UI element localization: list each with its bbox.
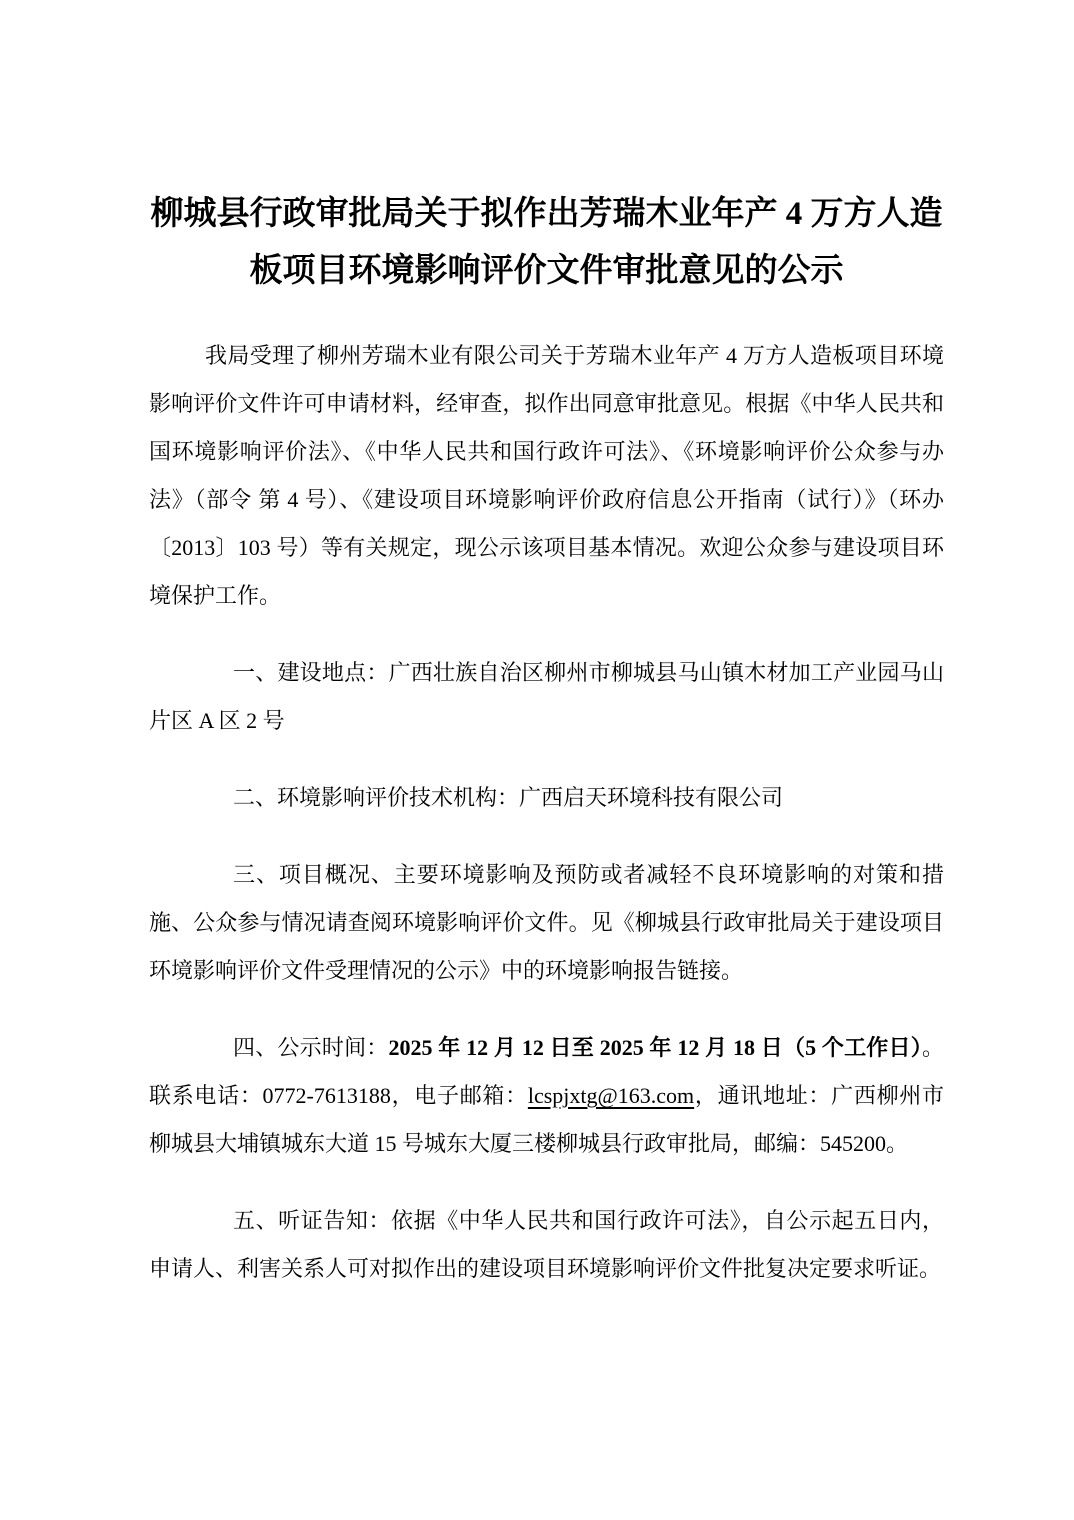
text-run: 一、建设地点：广西壮族自治区柳州市柳城县马山镇木材加工产业园马山片区 A 区 2 号 — [149, 660, 944, 733]
text-run: ，通讯地址：广西柳州市柳城县大埔镇城东大道 15 号城东大厦三楼柳城县行政审批局，邮编：545200。 — [149, 1083, 944, 1156]
item-2-eia-agency — [149, 774, 944, 822]
item-1-construction-location — [149, 649, 944, 745]
text-run: 三、项目概况、主要环境影响及预防或者减轻不良环境影响的对策和措施、公众参与情况请查阅环境影响评价文件。见《柳城县行政审批局关于建设项目环境影响评价文件受理情况的公示》中的环境影响报告链接。 — [149, 862, 944, 983]
intro-paragraph — [149, 332, 944, 620]
document-body — [149, 332, 944, 1293]
text-run: 2025 年 12 月 12 日至 2025 年 12 月 18 日（5 个工作日） — [388, 1035, 922, 1060]
item-4-publicity-period — [149, 1024, 944, 1168]
text-run: 。联系电话：0772-7613188，电子邮箱： — [149, 1035, 944, 1108]
item-3-project-overview — [149, 851, 944, 995]
document-title: 柳城县行政审批局关于拟作出芳瑞木业年产 4 万方人造板项目环境影响评价文件审批意见的公示 — [150, 196, 943, 289]
item-5-hearing-notice — [149, 1197, 944, 1293]
text-run: 我局受理了柳州芳瑞木业有限公司关于芳瑞木业年产 4 万方人造板项目环境影响评价文件许可申请材料，经审查，拟作出同意审批意见。根据《中华人民共和国环境影响评价法》、《中华人民共和国行政许可法》、《环境影响评价公众参与办法》（部令 第 4 号）、《建设项目环境影响评价政府信息公开指南（试行）》（环办〔2013〕103 号）等有关规定，现公示该项目基本情况。欢迎公众参与建设项目环境保护工作。 — [149, 343, 944, 608]
email-link[interactable]: lcspjxtg@163.com — [527, 1083, 695, 1108]
text-run: 四、公示时间： — [233, 1035, 389, 1060]
text-run: 二、环境影响评价技术机构：广西启天环境科技有限公司 — [233, 785, 784, 810]
text-run: 五、听证告知：依据《中华人民共和国行政许可法》，自公示起五日内，申请人、利害关系人可对拟作出的建设项目环境影响评价文件批复决定要求听证。 — [149, 1208, 944, 1281]
